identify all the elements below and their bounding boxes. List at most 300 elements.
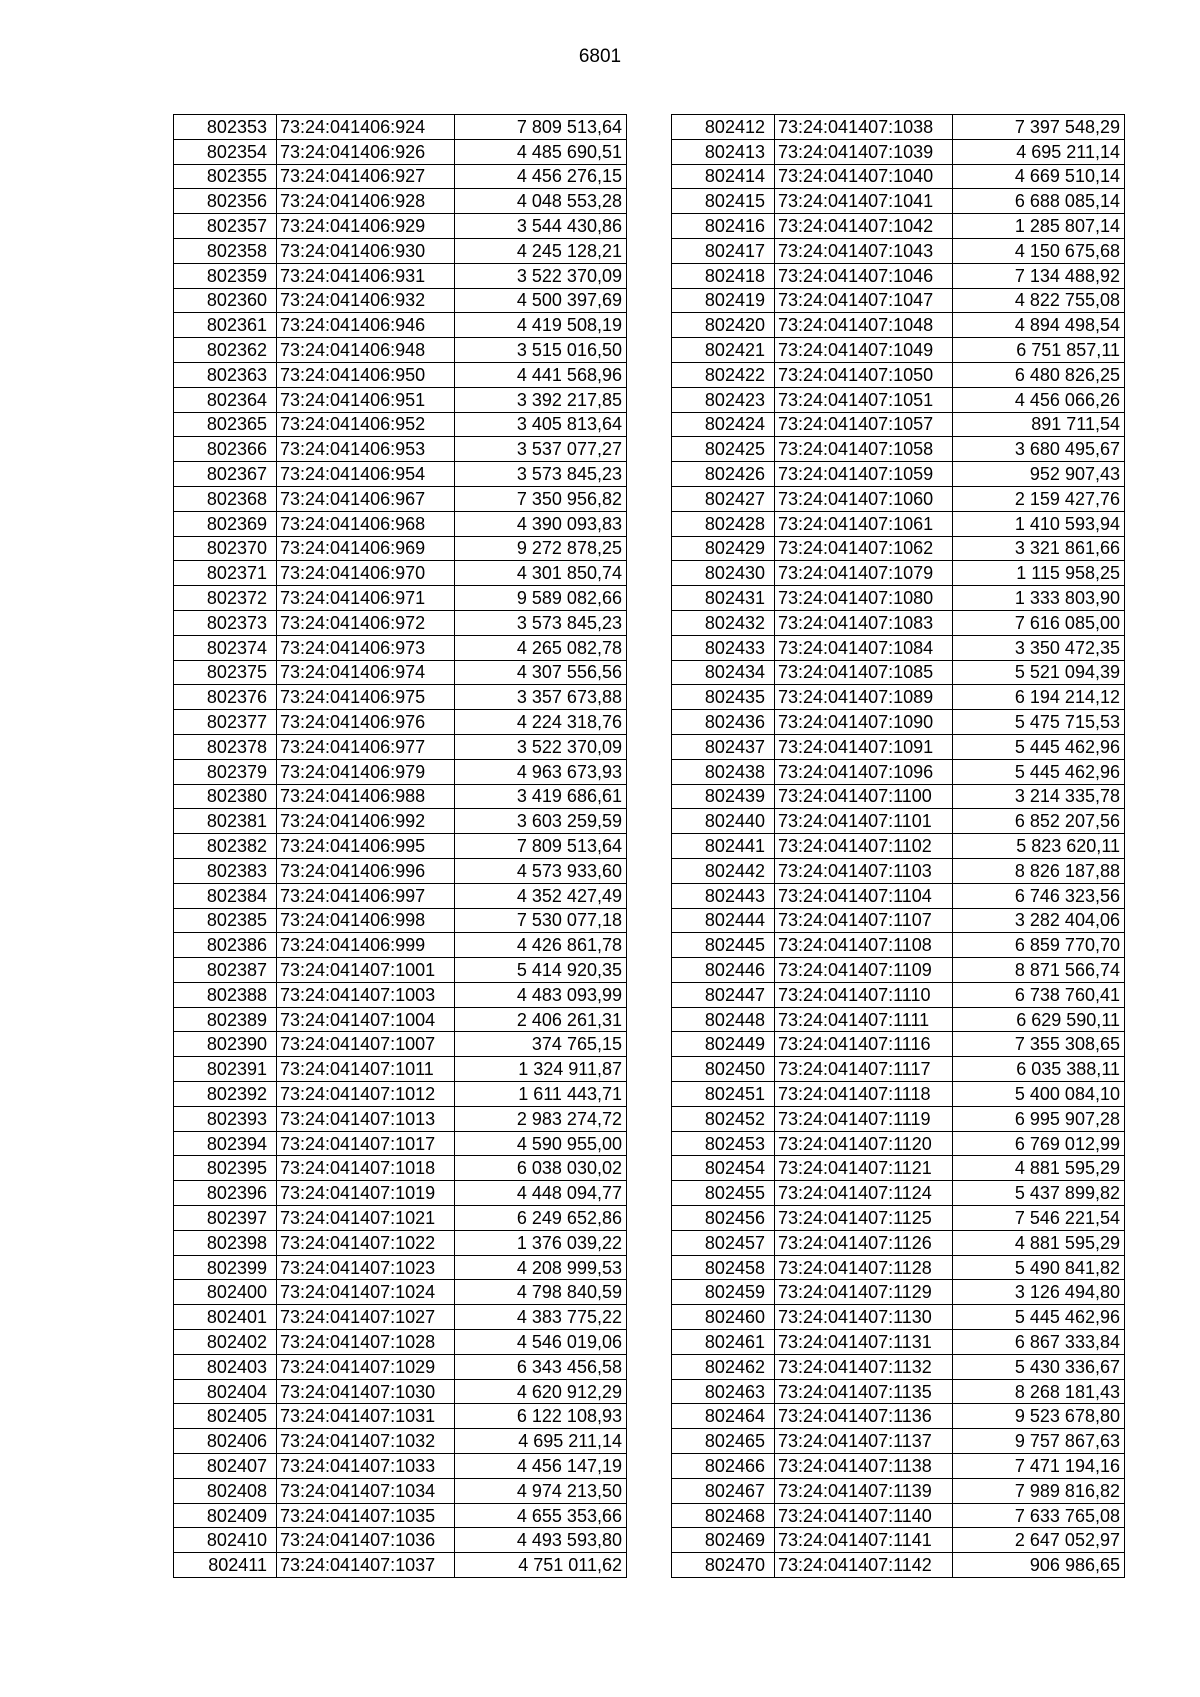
cadastral-number-cell: 73:24:041407:1120 (775, 1131, 953, 1156)
table-row (672, 1106, 1125, 1131)
cadastral-value-cell: 4 307 556,56 (455, 660, 627, 685)
table-row (672, 759, 1125, 784)
row-number-cell: 802382 (174, 834, 277, 859)
row-number-cell: 802380 (174, 784, 277, 809)
cadastral-number-cell: 73:24:041407:1096 (775, 759, 953, 784)
cadastral-number-cell: 73:24:041406:975 (277, 685, 455, 710)
cadastral-value-cell: 4 881 595,29 (953, 1156, 1125, 1181)
row-number-cell: 802436 (672, 710, 775, 735)
row-number-cell: 802356 (174, 189, 277, 214)
row-number-cell: 802456 (672, 1206, 775, 1231)
row-number-cell: 802470 (672, 1553, 775, 1578)
cadastral-number-cell: 73:24:041407:1131 (775, 1330, 953, 1355)
row-number-cell: 802391 (174, 1057, 277, 1082)
row-number-cell: 802458 (672, 1255, 775, 1280)
row-number-cell: 802389 (174, 1007, 277, 1032)
table-row (174, 883, 627, 908)
cadastral-value-cell: 6 343 456,58 (455, 1354, 627, 1379)
table-row (672, 263, 1125, 288)
cadastral-number-cell: 73:24:041406:926 (277, 139, 455, 164)
cadastral-value-cell: 3 214 335,78 (953, 784, 1125, 809)
cadastral-number-cell: 73:24:041407:1083 (775, 610, 953, 635)
table-row (672, 1255, 1125, 1280)
cadastral-value-cell: 5 400 084,10 (953, 1082, 1125, 1107)
row-number-cell: 802393 (174, 1106, 277, 1131)
cadastral-value-cell: 3 680 495,67 (953, 437, 1125, 462)
cadastral-number-cell: 73:24:041406:932 (277, 288, 455, 313)
cadastral-number-cell: 73:24:041407:1119 (775, 1106, 953, 1131)
cadastral-value-cell: 7 355 308,65 (953, 1032, 1125, 1057)
cadastral-value-cell: 3 392 217,85 (455, 387, 627, 412)
table-row (174, 1354, 627, 1379)
cadastral-value-cell: 3 126 494,80 (953, 1280, 1125, 1305)
row-number-cell: 802454 (672, 1156, 775, 1181)
table-row (174, 1305, 627, 1330)
cadastral-value-cell: 6 852 207,56 (953, 809, 1125, 834)
row-number-cell: 802439 (672, 784, 775, 809)
cadastral-value-cell: 3 522 370,09 (455, 734, 627, 759)
row-number-cell: 802390 (174, 1032, 277, 1057)
cadastral-value-cell: 4 485 690,51 (455, 139, 627, 164)
cadastral-value-cell: 7 134 488,92 (953, 263, 1125, 288)
cadastral-number-cell: 73:24:041406:946 (277, 313, 455, 338)
table-row (174, 635, 627, 660)
table-row (174, 1206, 627, 1231)
table-row (672, 139, 1125, 164)
cadastral-value-cell: 4 963 673,93 (455, 759, 627, 784)
cadastral-number-cell: 73:24:041407:1022 (277, 1230, 455, 1255)
cadastral-value-cell: 6 122 108,93 (455, 1404, 627, 1429)
cadastral-number-cell: 73:24:041407:1062 (775, 536, 953, 561)
row-number-cell: 802395 (174, 1156, 277, 1181)
row-number-cell: 802440 (672, 809, 775, 834)
row-number-cell: 802460 (672, 1305, 775, 1330)
cadastral-value-cell: 5 437 899,82 (953, 1181, 1125, 1206)
cadastral-number-cell: 73:24:041407:1129 (775, 1280, 953, 1305)
cadastral-value-cell: 6 194 214,12 (953, 685, 1125, 710)
table-row (174, 834, 627, 859)
cadastral-number-cell: 73:24:041406:970 (277, 561, 455, 586)
table-row (174, 908, 627, 933)
cadastral-number-cell: 73:24:041407:1013 (277, 1106, 455, 1131)
cadastral-number-cell: 73:24:041406:999 (277, 933, 455, 958)
cadastral-value-cell: 3 537 077,27 (455, 437, 627, 462)
cadastral-value-cell: 6 746 323,56 (953, 883, 1125, 908)
row-number-cell: 802462 (672, 1354, 775, 1379)
cadastral-value-cell: 4 822 755,08 (953, 288, 1125, 313)
cadastral-value-cell: 4 483 093,99 (455, 982, 627, 1007)
cadastral-number-cell: 73:24:041407:1041 (775, 189, 953, 214)
table-row (672, 338, 1125, 363)
cadastral-number-cell: 73:24:041406:953 (277, 437, 455, 462)
table-row (174, 1454, 627, 1479)
cadastral-number-cell: 73:24:041406:930 (277, 238, 455, 263)
cadastral-number-cell: 73:24:041407:1037 (277, 1553, 455, 1578)
table-row (174, 1057, 627, 1082)
cadastral-value-cell: 7 530 077,18 (455, 908, 627, 933)
cadastral-value-cell: 4 669 510,14 (953, 164, 1125, 189)
cadastral-value-cell: 4 546 019,06 (455, 1330, 627, 1355)
row-number-cell: 802463 (672, 1379, 775, 1404)
cadastral-value-cell: 4 456 276,15 (455, 164, 627, 189)
row-number-cell: 802359 (174, 263, 277, 288)
table-row (174, 1503, 627, 1528)
table-row (672, 933, 1125, 958)
cadastral-number-cell: 73:24:041407:1042 (775, 214, 953, 239)
row-number-cell: 802400 (174, 1280, 277, 1305)
row-number-cell: 802381 (174, 809, 277, 834)
row-number-cell: 802385 (174, 908, 277, 933)
table-row (174, 437, 627, 462)
row-number-cell: 802431 (672, 586, 775, 611)
cadastral-number-cell: 73:24:041406:979 (277, 759, 455, 784)
row-number-cell: 802392 (174, 1082, 277, 1107)
cadastral-value-cell: 6 629 590,11 (953, 1007, 1125, 1032)
cadastral-number-cell: 73:24:041407:1130 (775, 1305, 953, 1330)
cadastral-value-cell: 4 426 861,78 (455, 933, 627, 958)
row-number-cell: 802355 (174, 164, 277, 189)
cadastral-number-cell: 73:24:041406:995 (277, 834, 455, 859)
row-number-cell: 802377 (174, 710, 277, 735)
cadastral-number-cell: 73:24:041407:1043 (775, 238, 953, 263)
cadastral-number-cell: 73:24:041407:1102 (775, 834, 953, 859)
cadastral-number-cell: 73:24:041407:1017 (277, 1131, 455, 1156)
row-number-cell: 802369 (174, 511, 277, 536)
cadastral-number-cell: 73:24:041407:1012 (277, 1082, 455, 1107)
table-row (672, 536, 1125, 561)
cadastral-value-cell: 4 224 318,76 (455, 710, 627, 735)
table-row (174, 1528, 627, 1553)
cadastral-number-cell: 73:24:041407:1139 (775, 1478, 953, 1503)
cadastral-value-cell: 6 480 826,25 (953, 362, 1125, 387)
cadastral-value-cell: 5 475 715,53 (953, 710, 1125, 735)
cadastral-value-cell: 4 390 093,83 (455, 511, 627, 536)
cadastral-value-cell: 3 321 861,66 (953, 536, 1125, 561)
table-row (174, 784, 627, 809)
table-row (672, 1528, 1125, 1553)
table-row (174, 486, 627, 511)
table-row (174, 561, 627, 586)
cadastral-number-cell: 73:24:041407:1138 (775, 1454, 953, 1479)
cadastral-value-cell: 4 448 094,77 (455, 1181, 627, 1206)
cadastral-value-cell: 7 350 956,82 (455, 486, 627, 511)
cadastral-table-right (671, 114, 1125, 1578)
table-row (672, 1478, 1125, 1503)
table-row (672, 189, 1125, 214)
table-row (174, 338, 627, 363)
table-row (174, 734, 627, 759)
table-row (672, 883, 1125, 908)
cadastral-number-cell: 73:24:041407:1121 (775, 1156, 953, 1181)
row-number-cell: 802408 (174, 1478, 277, 1503)
row-number-cell: 802415 (672, 189, 775, 214)
cadastral-number-cell: 73:24:041407:1007 (277, 1032, 455, 1057)
page-number: 6801 (578, 46, 622, 67)
table-row (672, 164, 1125, 189)
row-number-cell: 802442 (672, 858, 775, 883)
cadastral-number-cell: 73:24:041407:1036 (277, 1528, 455, 1553)
cadastral-number-cell: 73:24:041407:1019 (277, 1181, 455, 1206)
cadastral-value-cell: 4 590 955,00 (455, 1131, 627, 1156)
cadastral-value-cell: 3 515 016,50 (455, 338, 627, 363)
row-number-cell: 802406 (174, 1429, 277, 1454)
cadastral-number-cell: 73:24:041407:1058 (775, 437, 953, 462)
cadastral-number-cell: 73:24:041407:1142 (775, 1553, 953, 1578)
table-row (672, 610, 1125, 635)
cadastral-value-cell: 9 589 082,66 (455, 586, 627, 611)
table-row (174, 1429, 627, 1454)
table-row (174, 189, 627, 214)
table-row (672, 1057, 1125, 1082)
row-number-cell: 802379 (174, 759, 277, 784)
row-number-cell: 802421 (672, 338, 775, 363)
row-number-cell: 802360 (174, 288, 277, 313)
table-row (672, 1206, 1125, 1231)
table-row (672, 1230, 1125, 1255)
cadastral-number-cell: 73:24:041406:928 (277, 189, 455, 214)
cadastral-number-cell: 73:24:041406:998 (277, 908, 455, 933)
row-number-cell: 802417 (672, 238, 775, 263)
cadastral-value-cell: 6 688 085,14 (953, 189, 1125, 214)
row-number-cell: 802461 (672, 1330, 775, 1355)
table-row (672, 1429, 1125, 1454)
row-number-cell: 802430 (672, 561, 775, 586)
cadastral-value-cell: 5 823 620,11 (953, 834, 1125, 859)
table-row (174, 1404, 627, 1429)
table-row (672, 1553, 1125, 1578)
row-number-cell: 802465 (672, 1429, 775, 1454)
cadastral-value-cell: 374 765,15 (455, 1032, 627, 1057)
cadastral-value-cell: 6 249 652,86 (455, 1206, 627, 1231)
table-row (672, 511, 1125, 536)
row-number-cell: 802426 (672, 462, 775, 487)
cadastral-value-cell: 4 208 999,53 (455, 1255, 627, 1280)
row-number-cell: 802438 (672, 759, 775, 784)
cadastral-value-cell: 5 521 094,39 (953, 660, 1125, 685)
row-number-cell: 802366 (174, 437, 277, 462)
table-row (174, 685, 627, 710)
cadastral-value-cell: 7 616 085,00 (953, 610, 1125, 635)
cadastral-number-cell: 73:24:041407:1024 (277, 1280, 455, 1305)
table-row (174, 933, 627, 958)
row-number-cell: 802441 (672, 834, 775, 859)
cadastral-value-cell: 5 445 462,96 (953, 1305, 1125, 1330)
cadastral-number-cell: 73:24:041406:924 (277, 115, 455, 140)
cadastral-number-cell: 73:24:041406:968 (277, 511, 455, 536)
cadastral-value-cell: 2 647 052,97 (953, 1528, 1125, 1553)
cadastral-value-cell: 7 471 194,16 (953, 1454, 1125, 1479)
table-row (672, 115, 1125, 140)
cadastral-number-cell: 73:24:041407:1108 (775, 933, 953, 958)
cadastral-number-cell: 73:24:041407:1116 (775, 1032, 953, 1057)
row-number-cell: 802425 (672, 437, 775, 462)
row-number-cell: 802370 (174, 536, 277, 561)
row-number-cell: 802416 (672, 214, 775, 239)
cadastral-value-cell: 3 573 845,23 (455, 610, 627, 635)
cadastral-number-cell: 73:24:041407:1046 (775, 263, 953, 288)
cadastral-number-cell: 73:24:041406:929 (277, 214, 455, 239)
row-number-cell: 802443 (672, 883, 775, 908)
cadastral-value-cell: 3 405 813,64 (455, 412, 627, 437)
cadastral-value-cell: 5 445 462,96 (953, 734, 1125, 759)
row-number-cell: 802423 (672, 387, 775, 412)
cadastral-number-cell: 73:24:041406:996 (277, 858, 455, 883)
table-row (672, 437, 1125, 462)
cadastral-value-cell: 1 410 593,94 (953, 511, 1125, 536)
table-row (672, 1032, 1125, 1057)
cadastral-number-cell: 73:24:041407:1057 (775, 412, 953, 437)
row-number-cell: 802412 (672, 115, 775, 140)
cadastral-number-cell: 73:24:041407:1124 (775, 1181, 953, 1206)
table-row (672, 462, 1125, 487)
table-row (174, 710, 627, 735)
cadastral-number-cell: 73:24:041407:1103 (775, 858, 953, 883)
cadastral-number-cell: 73:24:041407:1111 (775, 1007, 953, 1032)
cadastral-number-cell: 73:24:041407:1141 (775, 1528, 953, 1553)
row-number-cell: 802411 (174, 1553, 277, 1578)
cadastral-value-cell: 6 995 907,28 (953, 1106, 1125, 1131)
row-number-cell: 802376 (174, 685, 277, 710)
cadastral-value-cell: 4 352 427,49 (455, 883, 627, 908)
table-row (174, 1230, 627, 1255)
cadastral-number-cell: 73:24:041406:971 (277, 586, 455, 611)
cadastral-number-cell: 73:24:041407:1027 (277, 1305, 455, 1330)
table-row (174, 660, 627, 685)
table-row (672, 982, 1125, 1007)
table-row (672, 685, 1125, 710)
table-row (174, 1379, 627, 1404)
row-number-cell: 802374 (174, 635, 277, 660)
cadastral-value-cell: 9 272 878,25 (455, 536, 627, 561)
cadastral-value-cell: 5 430 336,67 (953, 1354, 1125, 1379)
cadastral-number-cell: 73:24:041407:1060 (775, 486, 953, 511)
table-row (174, 1330, 627, 1355)
cadastral-number-cell: 73:24:041406:974 (277, 660, 455, 685)
cadastral-value-cell: 3 419 686,61 (455, 784, 627, 809)
table-row (174, 610, 627, 635)
cadastral-value-cell: 7 809 513,64 (455, 834, 627, 859)
table-row (672, 1007, 1125, 1032)
table-row (174, 139, 627, 164)
table-row (174, 536, 627, 561)
cadastral-value-cell: 4 798 840,59 (455, 1280, 627, 1305)
cadastral-number-cell: 73:24:041407:1100 (775, 784, 953, 809)
cadastral-value-cell: 9 757 867,63 (953, 1429, 1125, 1454)
table-row (672, 238, 1125, 263)
cadastral-number-cell: 73:24:041406:973 (277, 635, 455, 660)
row-number-cell: 802387 (174, 958, 277, 983)
row-number-cell: 802450 (672, 1057, 775, 1082)
table-row (174, 1032, 627, 1057)
row-number-cell: 802451 (672, 1082, 775, 1107)
cadastral-value-cell: 891 711,54 (953, 412, 1125, 437)
table-row (672, 387, 1125, 412)
row-number-cell: 802363 (174, 362, 277, 387)
table-row (174, 1478, 627, 1503)
table-row (174, 759, 627, 784)
cadastral-value-cell: 8 826 187,88 (953, 858, 1125, 883)
cadastral-value-cell: 2 159 427,76 (953, 486, 1125, 511)
cadastral-value-cell: 4 456 066,26 (953, 387, 1125, 412)
cadastral-number-cell: 73:24:041407:1132 (775, 1354, 953, 1379)
row-number-cell: 802399 (174, 1255, 277, 1280)
row-number-cell: 802362 (174, 338, 277, 363)
cadastral-number-cell: 73:24:041407:1101 (775, 809, 953, 834)
cadastral-value-cell: 7 546 221,54 (953, 1206, 1125, 1231)
row-number-cell: 802357 (174, 214, 277, 239)
cadastral-value-cell: 7 633 765,08 (953, 1503, 1125, 1528)
table-row (174, 115, 627, 140)
cadastral-value-cell: 4 493 593,80 (455, 1528, 627, 1553)
cadastral-number-cell: 73:24:041407:1059 (775, 462, 953, 487)
row-number-cell: 802378 (174, 734, 277, 759)
cadastral-value-cell: 4 456 147,19 (455, 1454, 627, 1479)
cadastral-value-cell: 2 406 261,31 (455, 1007, 627, 1032)
cadastral-number-cell: 73:24:041407:1032 (277, 1429, 455, 1454)
cadastral-value-cell: 4 974 213,50 (455, 1478, 627, 1503)
cadastral-number-cell: 73:24:041407:1031 (277, 1404, 455, 1429)
row-number-cell: 802446 (672, 958, 775, 983)
cadastral-value-cell: 1 115 958,25 (953, 561, 1125, 586)
table-row (174, 982, 627, 1007)
cadastral-value-cell: 1 376 039,22 (455, 1230, 627, 1255)
cadastral-number-cell: 73:24:041407:1050 (775, 362, 953, 387)
cadastral-number-cell: 73:24:041407:1021 (277, 1206, 455, 1231)
cadastral-value-cell: 6 867 333,84 (953, 1330, 1125, 1355)
cadastral-value-cell: 2 983 274,72 (455, 1106, 627, 1131)
table-row (174, 387, 627, 412)
cadastral-value-cell: 4 301 850,74 (455, 561, 627, 586)
table-row (672, 1330, 1125, 1355)
cadastral-value-cell: 4 245 128,21 (455, 238, 627, 263)
table-row (672, 958, 1125, 983)
row-number-cell: 802445 (672, 933, 775, 958)
row-number-cell: 802407 (174, 1454, 277, 1479)
table-row (672, 1082, 1125, 1107)
cadastral-number-cell: 73:24:041407:1090 (775, 710, 953, 735)
table-row (672, 1454, 1125, 1479)
row-number-cell: 802402 (174, 1330, 277, 1355)
cadastral-value-cell: 6 738 760,41 (953, 982, 1125, 1007)
row-number-cell: 802419 (672, 288, 775, 313)
cadastral-value-cell: 4 695 211,14 (455, 1429, 627, 1454)
cadastral-number-cell: 73:24:041406:988 (277, 784, 455, 809)
table-row (672, 1503, 1125, 1528)
cadastral-number-cell: 73:24:041406:972 (277, 610, 455, 635)
cadastral-number-cell: 73:24:041407:1028 (277, 1330, 455, 1355)
cadastral-value-cell: 4 265 082,78 (455, 635, 627, 660)
row-number-cell: 802444 (672, 908, 775, 933)
cadastral-number-cell: 73:24:041406:951 (277, 387, 455, 412)
cadastral-number-cell: 73:24:041406:967 (277, 486, 455, 511)
table-row (174, 263, 627, 288)
row-number-cell: 802386 (174, 933, 277, 958)
row-number-cell: 802354 (174, 139, 277, 164)
row-number-cell: 802384 (174, 883, 277, 908)
cadastral-value-cell: 4 573 933,60 (455, 858, 627, 883)
row-number-cell: 802424 (672, 412, 775, 437)
cadastral-value-cell: 7 989 816,82 (953, 1478, 1125, 1503)
cadastral-number-cell: 73:24:041406:997 (277, 883, 455, 908)
cadastral-number-cell: 73:24:041407:1126 (775, 1230, 953, 1255)
cadastral-number-cell: 73:24:041406:950 (277, 362, 455, 387)
table-row (672, 1354, 1125, 1379)
cadastral-number-cell: 73:24:041407:1035 (277, 1503, 455, 1528)
table-row (174, 214, 627, 239)
row-number-cell: 802467 (672, 1478, 775, 1503)
cadastral-number-cell: 73:24:041406:954 (277, 462, 455, 487)
table-row (174, 1131, 627, 1156)
